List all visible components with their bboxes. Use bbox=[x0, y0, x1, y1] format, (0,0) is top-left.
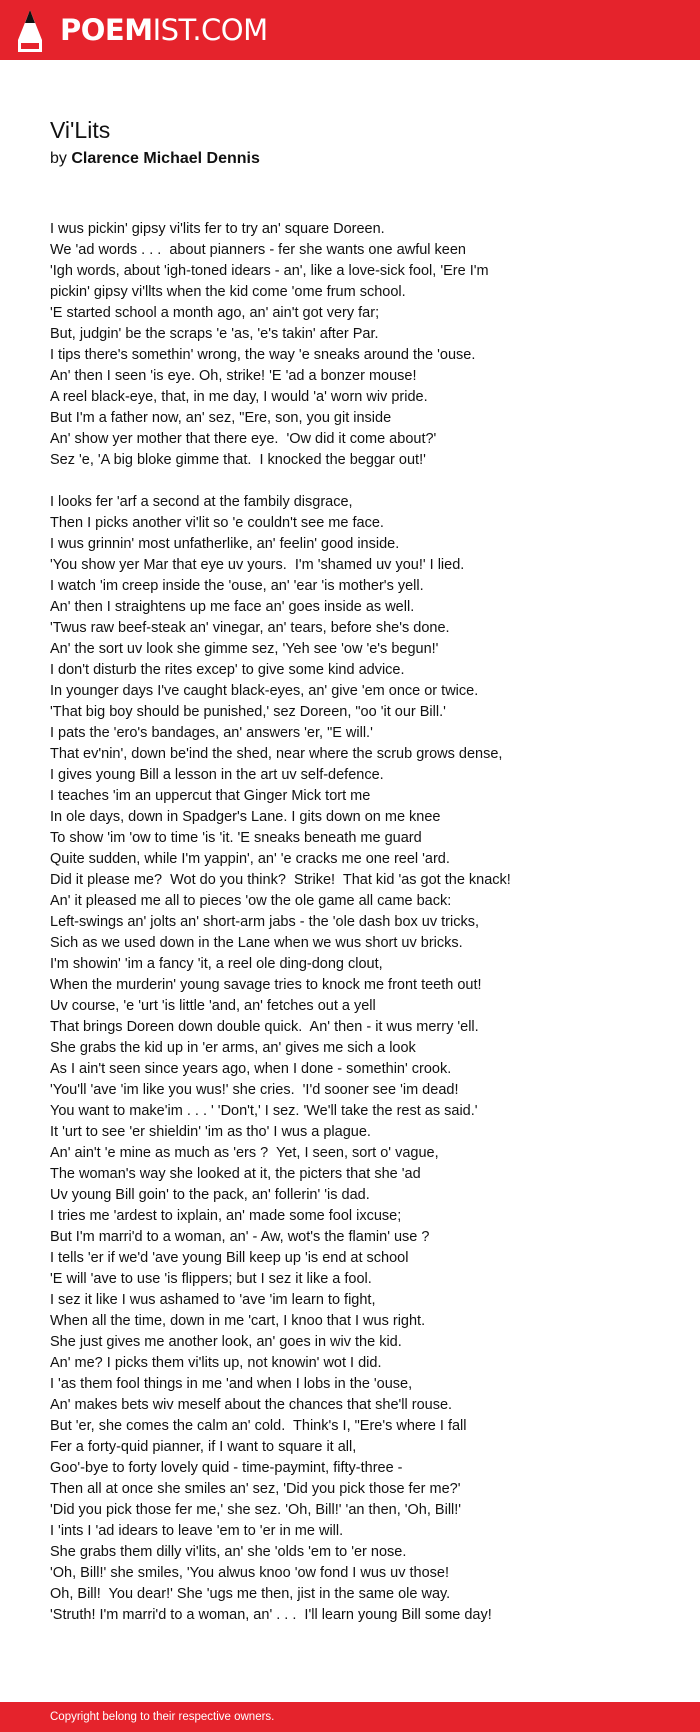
poem-line: 'That big boy should be punished,' sez Doreen, "oo 'it our Bill.' bbox=[50, 704, 446, 720]
poem-line: A reel black-eye, that, in me day, I would 'a' worn wiv pride. bbox=[50, 389, 428, 405]
poem-line: Left-swings an' jolts an' short-arm jabs - the 'ole dash box uv tricks, bbox=[50, 914, 479, 930]
poem-line: Fer a forty-quid pianner, if I want to square it all, bbox=[50, 1439, 357, 1455]
poem-line: The woman's way she looked at it, the picters that she 'ad bbox=[50, 1166, 421, 1182]
poem-line: I tips there's somethin' wrong, the way 'e sneaks around the 'ouse. bbox=[50, 347, 476, 363]
poem-line: I wus grinnin' most unfatherlike, an' feelin' good inside. bbox=[50, 536, 400, 552]
poem-line: I tells 'er if we'd 'ave young Bill keep up 'is end at school bbox=[50, 1250, 409, 1266]
poem-line: 'Struth! I'm marri'd to a woman, an' . . . I'll learn young Bill some day! bbox=[50, 1607, 492, 1623]
poem-line: That ev'nin', down be'ind the shed, near where the scrub grows dense, bbox=[50, 746, 503, 762]
poem-line: I 'ints I 'ad idears to leave 'em to 'er in me will. bbox=[50, 1523, 344, 1539]
poem-line: An' then I seen 'is eye. Oh, strike! 'E 'ad a bonzer mouse! bbox=[50, 368, 417, 384]
poem-line: 'Igh words, about 'igh-toned idears - an', like a love-sick fool, 'Ere I'm bbox=[50, 263, 489, 279]
poem-line: 'You show yer Mar that eye uv yours. I'm 'shamed uv you!' I lied. bbox=[50, 557, 465, 573]
poem-line: Then all at once she smiles an' sez, 'Did you pick those fer me?' bbox=[50, 1481, 461, 1497]
poem-line: I 'as them fool things in me 'and when I lobs in the 'ouse, bbox=[50, 1376, 413, 1392]
poem-line: 'E will 'ave to use 'is flippers; but I sez it like a fool. bbox=[50, 1271, 372, 1287]
poem-line: But I'm a father now, an' sez, "Ere, son, you git inside bbox=[50, 410, 392, 426]
poem-line: Oh, Bill! You dear!' She 'ugs me then, jist in the same ole way. bbox=[50, 1586, 451, 1602]
pencil-logo-icon[interactable] bbox=[18, 10, 42, 52]
poem-line: I wus pickin' gipsy vi'lits fer to try an' square Doreen. bbox=[50, 221, 385, 237]
poem-line: You want to make'im . . . ' 'Don't,' I sez. 'We'll take the rest as said.' bbox=[50, 1103, 478, 1119]
author-name[interactable]: Clarence Michael Dennis bbox=[71, 150, 260, 167]
copyright-text: Copyright belong to their respective owners. bbox=[50, 1711, 275, 1723]
poem-line: Uv young Bill goin' to the pack, an' follerin' 'is dad. bbox=[50, 1187, 370, 1203]
poem-line: An' show yer mother that there eye. 'Ow did it come about?' bbox=[50, 431, 437, 447]
poem-line: Sich as we used down in the Lane when we wus short uv bricks. bbox=[50, 935, 463, 951]
poem-line: An' the sort uv look she gimme sez, 'Yeh see 'ow 'e's begun!' bbox=[50, 641, 439, 657]
poem-line: An' it pleased me all to pieces 'ow the ole game all came back: bbox=[50, 893, 452, 909]
site-header bbox=[0, 0, 700, 60]
site-logo[interactable] bbox=[60, 13, 268, 47]
poem-line: I sez it like I wus ashamed to 'ave 'im learn to fight, bbox=[50, 1292, 376, 1308]
poem-line: I teaches 'im an uppercut that Ginger Mick tort me bbox=[50, 788, 371, 804]
logo-text-bold: POEM bbox=[60, 13, 153, 47]
poem-line: To show 'im 'ow to time 'is 'it. 'E sneaks beneath me guard bbox=[50, 830, 422, 846]
poem-line: Uv course, 'e 'urt 'is little 'and, an' fetches out a yell bbox=[50, 998, 376, 1014]
poem-line: When the murderin' young savage tries to knock me front teeth out! bbox=[50, 977, 482, 993]
poem-line: I pats the 'ero's bandages, an' answers 'er, "E will.' bbox=[50, 725, 373, 741]
poem-line: I watch 'im creep inside the 'ouse, an' 'ear 'is mother's yell. bbox=[50, 578, 424, 594]
poem-line: 'E started school a month ago, an' ain't got very far; bbox=[50, 305, 380, 321]
poem-line: I tries me 'ardest to ixplain, an' made some fool ixcuse; bbox=[50, 1208, 402, 1224]
poem-line: An' then I straightens up me face an' goes inside as well. bbox=[50, 599, 415, 615]
logo-text-light: IST.COM bbox=[152, 13, 268, 47]
poem-line: 'You'll 'ave 'im like you wus!' she cries. 'I'd sooner see 'im dead! bbox=[50, 1082, 459, 1098]
poem-line: An' me? I picks them vi'lits up, not knowin' wot I did. bbox=[50, 1355, 382, 1371]
poem-line: But, judgin' be the scraps 'e 'as, 'e's takin' after Par. bbox=[50, 326, 379, 342]
poem-line: In ole days, down in Spadger's Lane. I gits down on me knee bbox=[50, 809, 441, 825]
poem-title: Vi'Lits bbox=[50, 117, 111, 143]
poem-line: I looks fer 'arf a second at the fambily disgrace, bbox=[50, 494, 353, 510]
poem-line: I'm showin' 'im a fancy 'it, a reel ole ding-dong clout, bbox=[50, 956, 383, 972]
poem-line: 'Did you pick those fer me,' she sez. 'Oh, Bill!' 'an then, 'Oh, Bill!' bbox=[50, 1502, 462, 1518]
poem-line: An' makes bets wiv meself about the chances that she'll rouse. bbox=[50, 1397, 453, 1413]
poem-line: pickin' gipsy vi'llts when the kid come 'ome frum school. bbox=[50, 284, 406, 300]
poem-body bbox=[50, 219, 670, 1626]
poem-line: I gives young Bill a lesson in the art uv self-defence. bbox=[50, 767, 384, 783]
poem-line: But I'm marri'd to a woman, an' - Aw, wot's the flamin' use ? bbox=[50, 1229, 430, 1245]
poem-line: When all the time, down in me 'cart, I knoo that I wus right. bbox=[50, 1313, 426, 1329]
poem-line: That brings Doreen down double quick. An' then - it wus merry 'ell. bbox=[50, 1019, 479, 1035]
poem-line: She grabs them dilly vi'lits, an' she 'olds 'em to 'er nose. bbox=[50, 1544, 407, 1560]
poem-line: It 'urt to see 'er shieldin' 'im as tho' I wus a plague. bbox=[50, 1124, 371, 1140]
poem-line: An' ain't 'e mine as much as 'ers ? Yet, I seen, sort o' vague, bbox=[50, 1145, 439, 1161]
poem-line: 'Twus raw beef-steak an' vinegar, an' tears, before she's done. bbox=[50, 620, 450, 636]
by-label: by bbox=[50, 150, 67, 167]
poem-line: Did it please me? Wot do you think? Strike! That kid 'as got the knack! bbox=[50, 872, 511, 888]
poem-line: Then I picks another vi'lit so 'e couldn't see me face. bbox=[50, 515, 384, 531]
poem-line: 'Oh, Bill!' she smiles, 'You alwus knoo 'ow fond I wus uv those! bbox=[50, 1565, 450, 1581]
byline bbox=[50, 149, 260, 169]
poem-line: Goo'-bye to forty lovely quid - time-paymint, fifty-three - bbox=[50, 1460, 403, 1476]
poem-line: As I ain't seen since years ago, when I done - somethin' crook. bbox=[50, 1061, 452, 1077]
poem-line: We 'ad words . . . about pianners - fer she wants one awful keen bbox=[50, 242, 466, 258]
poem-line: Sez 'e, 'A big bloke gimme that. I knocked the beggar out!' bbox=[50, 452, 426, 468]
poem-line: She just gives me another look, an' goes in wiv the kid. bbox=[50, 1334, 402, 1350]
poem-line: But 'er, she comes the calm an' cold. Think's I, "Ere's where I fall bbox=[50, 1418, 467, 1434]
poem-line: She grabs the kid up in 'er arms, an' gives me sich a look bbox=[50, 1040, 416, 1056]
site-footer bbox=[0, 1702, 700, 1732]
poem-line: I don't disturb the rites excep' to give some kind advice. bbox=[50, 662, 405, 678]
poem-line: In younger days I've caught black-eyes, an' give 'em once or twice. bbox=[50, 683, 479, 699]
poem-line: Quite sudden, while I'm yappin', an' 'e cracks me one reel 'ard. bbox=[50, 851, 450, 867]
stanza-break bbox=[50, 471, 670, 492]
